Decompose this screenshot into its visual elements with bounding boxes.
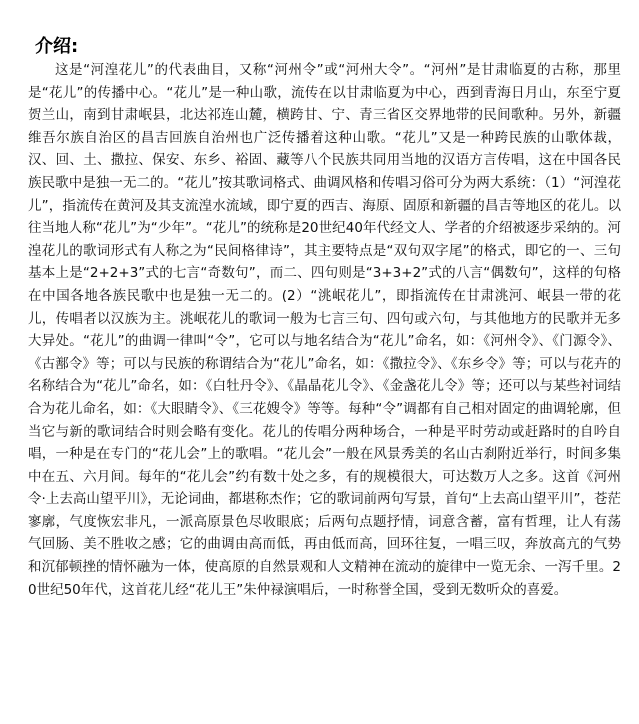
body-paragraph: 这是“河湟花儿”的代表曲目，又称“河州令”或“河州大令”。“河州”是甘肃临夏的古称，那里是“花儿”的传播中心。“花儿”是一种山歌，流传在以甘肃临夏为中心，西到青海日月山，东至宁夏贺兰山，南到甘肃岷县，北达祁连山麓，横跨甘、宁、青三省区交界地带的民间歌种。另外，新疆维吾尔族自治区的昌吉回族自治州也广泛传播着这种山歌。“花儿”又是一种跨民族的山歌体裁，汉、回、土、撒拉、保安、东乡、裕固、藏等八个民族共同用当地的汉语方言传唱，这在中国各民族民歌中是独一无二的。“花儿”按其歌词格式、曲调风格和传唱习俗可分为两大系统：（1）“河湟花儿”，指流传在黄河及其支流湟水流域，即宁夏的西吉、海原、固原和新疆的昌吉等地区的花儿。以往当地人称“花儿”为“少年”。“花儿”的统称是20世纪40年代经文人、学者的介绍被逐步采纳的。河湟花儿的歌词形式有人称之为“民间格律诗”，其主要特点是“双句双字尾”的格式，即它的一、三句基本上是“2+2+3”式的七言“奇数句”，而二、四句则是“3+3+2”式的八言“偶数句”，这样的句格在中国各地各族民歌中也是独一无二的。(2）“洮岷花儿”，即指流传在甘肃洮河、岷县一带的花儿，传唱者以汉族为主。洮岷花儿的歌词一般为七言三句、四句或六句，与其他地方的民歌并无多大异处。“花儿”的曲调一律叫“令”，它可以与地名结合为“花儿”命名，如：《河州令》、《门源令》、《古鄯令》等；可以与民族的称谓结合为“花儿”命名，如：《撒拉令》、《东乡令》等；可以与花卉的名称结合为“花儿”命名，如：《白牡丹令》、《晶晶花儿令》、《金盏花儿令》等；还可以与某些衬词结合为花儿命名，如：《大眼睛令》、《三花嫂令》等等。每种“令”调都有自己相对固定的曲调轮廓，但当它与新的歌词结合时则会略有变化。花儿的传唱分两种场合，一种是平时劳动或赶路时的自吟自唱，一种是在专门的“花儿会”上的歌唱。“花儿会”一般在风景秀美的名山古刹附近举行，时间多集中在五、六月间。每年的“花儿会”约有数十处之多，有的规模很大，可达数万人之多。这首《河州令·上去高山望平川》，无论词曲，都堪称杰作；它的歌词前两句写景，首句“上去高山望平川”，苍茫寥廓，气度恢宏非凡，一派高原景色尽收眼底；后两句点题抒情，词意含蓄，富有哲理，让人有荡气回肠、美不胜收之感；它的曲调由高而低，再由低而高，回环往复，一唱三叹，奔放高亢的气势和沉郁顿挫的情怀融为一体，使高原的自然景观和人文精神在流动的旋律中一览无余、一泻千里。20世纪50年代，这首花儿经“花儿王”朱仲禄演唱后，一时称誉全国，受到无数听众的喜爱。 xyxy=(28,62,621,598)
document xyxy=(28,36,621,601)
section-heading: 介绍: xyxy=(35,36,79,57)
